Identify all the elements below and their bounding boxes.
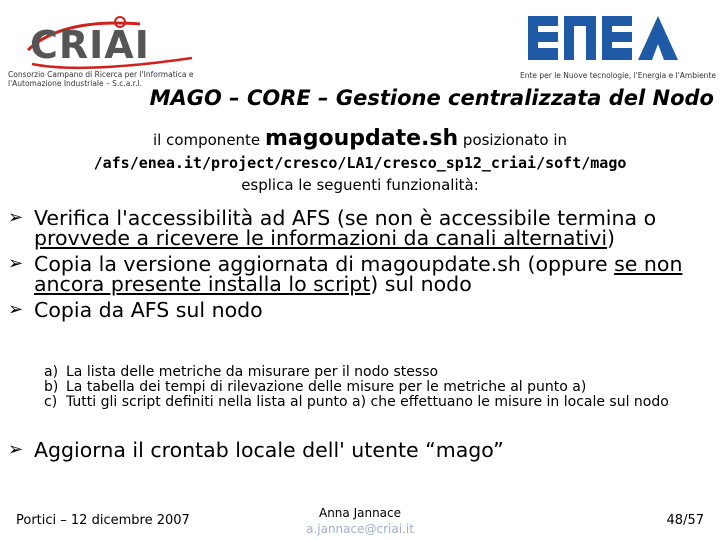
intro-line-3: esplica le seguenti funzionalità: [241,176,479,194]
bullet-item [0,300,712,320]
bullet-item [0,208,712,248]
page-number: 48/57 [666,513,704,528]
footer-author-block [250,505,470,537]
sub-item-text: La tabella dei tempi di rilevazione delle misure per le metriche al punto a) [66,379,587,395]
criai-caption: Consorzio Campano di Ricerca per l'Informatica e l'Automazione Industriale – S.c.a.r.l. [8,70,194,88]
sub-item-letter: c) [44,394,58,410]
enea-caption: Ente per le Nuove tecnologie, l'Energia e l'Ambiente [519,71,716,80]
bullet-item [0,254,712,294]
bullet-list [0,208,712,326]
bullet-text: Copia da AFS sul nodo [34,298,263,322]
arrow-bullet-icon: ➢ [8,299,24,320]
enea-logo [528,14,683,62]
criai-logo [22,14,202,70]
sub-item [0,380,700,395]
bullet-text: Verifica l'accessibilità ad AFS (se non è accessibile termina o [34,206,657,230]
component-path: /afs/enea.it/project/cresco/LA1/cresco_sp12_criai/soft/mago [93,154,627,172]
bullet-text-underlined: provvede a ricevere le informazioni da canali alternativi [34,226,608,250]
intro-prefix: il componente [152,131,261,149]
sub-item-text: Tutti gli script definiti nella lista al punto a) che effettuano le misure in locale sul nodo [66,394,669,410]
bullet-item [0,440,712,460]
sub-item-letter: a) [44,364,59,380]
bullet-text: Aggiorna il crontab locale dell' utente “mago” [34,438,504,462]
svg-text:CRIAI: CRIAI [30,23,150,67]
sub-item-text: La lista delle metriche da misurare per il nodo stesso [66,364,439,380]
arrow-bullet-icon: ➢ [8,439,24,460]
sub-item [0,395,700,410]
sub-item [0,365,700,380]
footer-date: Portici – 12 dicembre 2007 [16,513,190,528]
bullet-text: Copia la versione aggiornata di magoupdate.sh (oppure [34,252,615,276]
bullet-list-2 [0,440,712,460]
arrow-bullet-icon: ➢ [8,253,24,274]
bullet-text: ) [607,226,616,250]
bullet-text: ) sul nodo [370,272,472,296]
component-name: magoupdate.sh [264,126,459,151]
footer-email-link[interactable]: a.jannace@criai.it [306,522,414,536]
footer-author: Anna Jannace [318,506,402,520]
arrow-bullet-icon: ➢ [8,207,24,228]
sub-item-letter: b) [44,379,59,395]
intro-suffix: posizionato in [462,131,568,149]
intro-line [0,126,720,151]
bullet-text-underlined: se non ancora presente installa lo script [34,252,683,296]
sub-list [0,365,700,410]
slide-title: MAGO – CORE – Gestione centralizzata del Nodo [149,86,714,110]
